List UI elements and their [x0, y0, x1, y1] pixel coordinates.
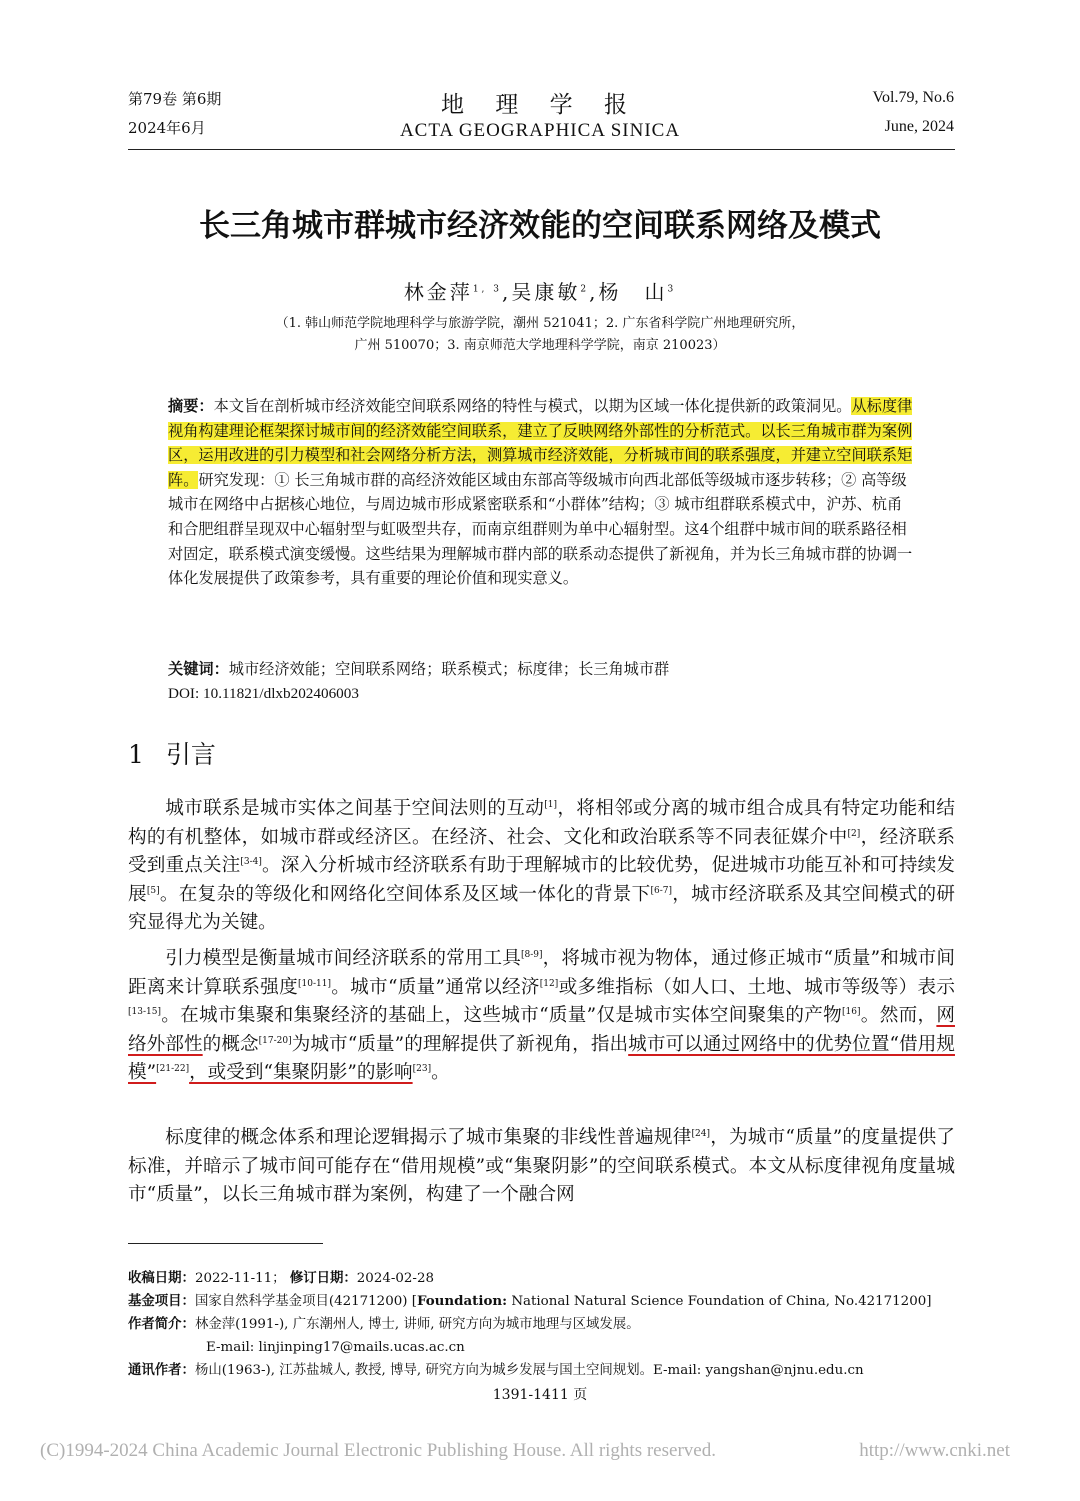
footnote-author-email: E-mail: linjinping17@mails.ucas.ac.cn [206, 1340, 465, 1355]
body-text: 。在城市集聚和集聚经济的基础上，这些城市“质量”仅是城市实体空间聚集的产物 [160, 1005, 843, 1026]
cnki-link[interactable]: http://www.cnki.net [859, 1440, 1010, 1461]
author-affil-mark: 1, 3 [472, 284, 502, 295]
footnote-label: 作者简介： [128, 1317, 195, 1332]
body-text: 。深入分析城市经济联系有助于理解城市的比较优势，促进城市功能互补和可持续发展 [128, 855, 955, 905]
body-text: ，为城市“质量”的度量提供了标准，并暗示了城市间可能存在“借用规模”或“集聚阴影”的空间联系模式。本文从标度律视角度量城市“质量”，以长三角城市群为案例，构建了一个融合网 [128, 1127, 955, 1205]
citation: [5] [146, 885, 160, 896]
footnote-text: 林金萍(1991-), 广东潮州人, 博士, 讲师, 研究方向为城市地理与区域发展。 [194, 1317, 640, 1332]
citation: [12] [539, 978, 559, 989]
affiliation-line: （1. 韩山师范学院地理科学与旅游学院，潮州 521041；2. 广东省科学院广州地理研究所， [275, 316, 805, 331]
footnote-label: 修订日期： [289, 1271, 357, 1286]
body-text: 。城市“质量”通常以经济 [330, 976, 540, 998]
abstract-text: 研究发现：① 长三角城市群的高经济效能区域由东部高等级城市向西北部低等级城市逐步转移；② 高等级城市在网络中占据核心地位，与周边城市形成紧密联系和“小群体”结构；③ 城市组群联系模式中，沪苏、杭甬和合肥组群呈现双中心辐射型与虹吸型共存，而南京组群则为单中心辐射型。这4个组群中城市间的联系路径相对固定，联系模式演变缓慢。这些结果为理解城市群内部的联系动态提供了新视角，并为长三角城市群的协调一体化发展提供了政策参考，具有重要的理论价值和现实意义。 [168, 470, 913, 588]
abstract [168, 394, 913, 591]
author-name: 林金萍 [403, 280, 473, 304]
footnote-label: Foundation: [416, 1293, 508, 1309]
body-paragraph [128, 1124, 955, 1210]
footnote-label: 通讯作者： [128, 1363, 195, 1378]
author-separator: , [589, 280, 599, 304]
header-date-en: June, 2024 [884, 118, 954, 135]
underlined-term: 网络外部性 [128, 1005, 955, 1055]
citation: [17-20] [258, 1035, 292, 1046]
doi: DOI: 10.11821/dlxb202406003 [168, 685, 359, 702]
footnote-author [128, 1313, 958, 1336]
body-text: 城市联系是城市实体之间基于空间法则的互动 [165, 798, 545, 819]
footnote-text: 2022-11-11； [194, 1271, 286, 1286]
journal-title-cn: 地 理 学 报 [441, 92, 639, 118]
citation: [10-11] [298, 978, 331, 989]
journal-title-en: ACTA GEOGRAPHICA SINICA [399, 120, 681, 141]
author-name: 吴康敏 [511, 280, 581, 304]
header-volume-cn: 第79卷 第6期 [128, 90, 222, 108]
abstract-highlight: 从标度律视角构建理论框架探讨城市间的经济效能空间联系，建立了反映网络外部性的分析范式。以长三角城市群为案例区，运用改进的引力模型和社会网络分析方法，测算城市经济效能，分析城市间的联系强度，并建立空间联系矩阵。 [168, 397, 913, 489]
footnote-corresponding [128, 1359, 958, 1382]
body-paragraph [128, 795, 955, 938]
keywords-label: 关键词： [168, 660, 229, 678]
abstract-text: 本文旨在剖析城市经济效能空间联系网络的特性与模式，以期为区域一体化提供新的政策洞见。 [213, 397, 852, 415]
body-text: 引力模型是衡量城市间经济联系的常用工具 [165, 948, 521, 969]
section-title: 引言 [165, 740, 216, 769]
affiliations [120, 313, 960, 357]
body-paragraph [128, 945, 955, 1088]
copyright-notice: (C)1994-2024 China Academic Journal Electronic Publishing House. All rights reserved. [40, 1440, 716, 1461]
footnote-text: 杨山(1963-), 江苏盐城人, 教授, 博导, 研究方向为城乡发展与国土空间规划。E-mail: yangshan@njnu.edu.cn [194, 1363, 864, 1378]
footnote-text: 国家自然科学基金项目(42171200) [ [194, 1294, 417, 1309]
citation: [16] [842, 1006, 861, 1017]
footnote-text: National Natural Science Foundation of China, No.42171200] [507, 1294, 932, 1309]
body-text: 的概念 [202, 1033, 259, 1055]
section-heading [128, 735, 216, 771]
header-rule [128, 149, 955, 150]
header-date-cn: 2024年6月 [128, 119, 206, 137]
body-text: ，经济联系受到重点关注 [128, 826, 955, 876]
body-text: ，将城市视为物体，通过修正城市“质量”和城市间距离来计算联系强度 [128, 948, 955, 998]
underlined-phrase: 城市可以通过网络中的优势位置“借用规模” [128, 1033, 955, 1083]
citation: [1] [544, 799, 557, 810]
author-separator: , [502, 280, 512, 304]
body-text: 或多维指标（如人口、土地、城市等级等）表示 [558, 976, 955, 998]
body-text: ，城市经济联系及其空间模式的研究显得尤为关键。 [128, 883, 955, 933]
footnotes [128, 1267, 958, 1382]
author-affil-mark: 2 [580, 284, 590, 295]
section-number: 1 [128, 740, 144, 769]
footnote-rule [128, 1243, 323, 1244]
paper-title: 长三角城市群城市经济效能的空间联系网络及模式 [199, 208, 881, 244]
citation: [8-9] [520, 949, 543, 960]
citation: [2] [847, 828, 861, 839]
citation: [6-7] [650, 885, 672, 896]
body-text: 。然而， [860, 1005, 937, 1026]
footnote-label: 收稿日期： [128, 1271, 195, 1286]
author-affil-mark: 3 [667, 284, 677, 295]
citation: [13-15] [128, 1006, 161, 1017]
footnote-dates [128, 1267, 958, 1290]
citation: [3-4] [240, 856, 262, 867]
author-list [0, 276, 1080, 305]
author-name: 杨 山 [598, 280, 668, 304]
page-range: 1391-1411 页 [492, 1387, 588, 1403]
body-text: 。 [431, 1062, 450, 1083]
keywords-text: 城市经济效能；空间联系网络；联系模式；标度律；长三角城市群 [228, 660, 670, 678]
footnote-fund [128, 1290, 958, 1313]
citation: [21-22] [156, 1063, 190, 1074]
header-volume-en: Vol.79, No.6 [872, 89, 954, 106]
citation: [24] [691, 1128, 710, 1139]
body-text: 标度律的概念体系和理论逻辑揭示了城市集聚的非线性普遍规律 [165, 1127, 692, 1148]
body-text: 。在复杂的等级化和网络化空间体系及区域一体化的背景下 [159, 883, 651, 905]
affiliation-line: 广州 510070；3. 南京师范大学地理科学学院，南京 210023） [354, 338, 726, 353]
body-text: ，将相邻或分离的城市组合成具有特定功能和结构的有机整体，如城市群或经济区。在经济、社会、文化和政治联系等不同表征媒介中 [128, 798, 955, 848]
underlined-phrase: ，或受到“集聚阴影”的影响 [189, 1062, 413, 1083]
footnote-label: 基金项目： [128, 1294, 195, 1309]
citation: [23] [412, 1063, 432, 1074]
footnote-text: 2024-02-28 [356, 1271, 434, 1286]
abstract-label: 摘要： [168, 397, 214, 415]
body-text: 为城市“质量”的理解提供了新视角，指出 [291, 1033, 629, 1055]
keywords [168, 657, 913, 682]
